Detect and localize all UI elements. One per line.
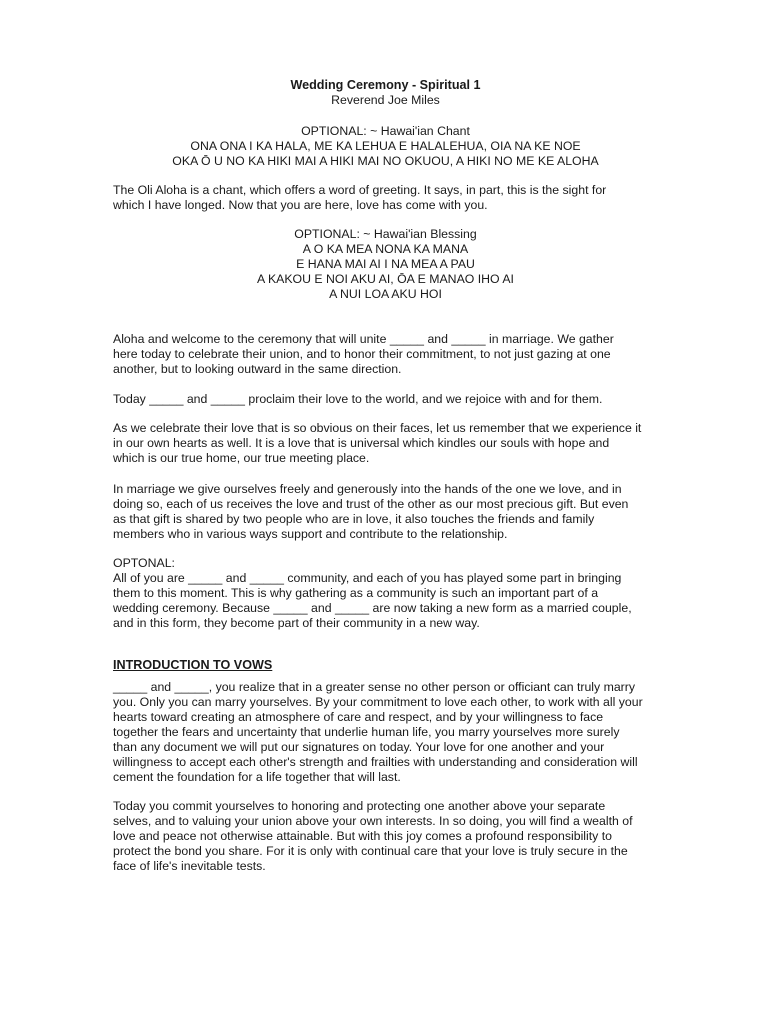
proclaim-paragraph: [113, 392, 658, 407]
paragraph-line: hearts toward creating an atmosphere of care and respect, and by your willingness to face: [113, 710, 604, 724]
paragraph-line: All of you are _____ and _____ community, and each of you has played some part in bringing: [113, 571, 622, 585]
blessing-line: A O KA MEA NONA KA MANA: [302, 242, 469, 256]
paragraph-line: _____ and _____, you realize that in a greater sense no other person or officiant can truly marry: [113, 680, 636, 694]
paragraph-line: you. Only you can marry yourselves. By your commitment to love each other, to work with all your: [113, 695, 643, 709]
marriage-paragraph: [113, 482, 658, 542]
vows-heading-block: [113, 658, 658, 673]
paragraph-line: than any document we will put our signatures on today. Your love for one another and your: [113, 740, 605, 754]
paragraph-line: doing so, each of us receives the love and trust of the other as our most precious gift. But even: [113, 497, 629, 511]
paragraph-line: as that gift is shared by two people who are in love, it also touches the friends and family: [113, 512, 595, 526]
paragraph-line: willingness to accept each other's strength and frailties with understanding and consideration will: [113, 755, 638, 769]
hawaiian-blessing: [113, 227, 658, 302]
blessing-line: A KAKOU E NOI AKU AI, ŌA E MANAO IHO AI: [257, 272, 514, 286]
paragraph-line: Aloha and welcome to the ceremony that will unite _____ and _____ in marriage. We gather: [113, 332, 614, 346]
vows-heading: INTRODUCTION TO VOWS: [113, 658, 273, 672]
paragraph-line: Today _____ and _____ proclaim their love to the world, and we rejoice with and for them.: [113, 392, 603, 406]
community-paragraph: [113, 556, 658, 631]
oli-aloha-paragraph: [113, 183, 658, 213]
paragraph-line: here today to celebrate their union, and to honor their commitment, to not just gazing at one: [113, 347, 611, 361]
commitment-paragraph: [113, 799, 658, 874]
paragraph-line: The Oli Aloha is a chant, which offers a word of greeting. It says, in part, this is the sight for: [113, 183, 607, 197]
paragraph-line: them to this moment. This is why gathering as a community is such an important part of a: [113, 586, 599, 600]
paragraph-line: which is our true home, our true meeting place.: [113, 451, 370, 465]
chant-line: OKA Ō U NO KA HIKI MAI A HIKI MAI NO OKUOU, A HIKI NO ME KE ALOHA: [172, 154, 599, 168]
paragraph-line: protect the bond you share. For it is only with continual care that your love is truly secure in the: [113, 844, 628, 858]
blessing-label: OPTIONAL: ~ Hawai'ian Blessing: [294, 227, 477, 241]
paragraph-line: members who in various ways support and contribute to the relationship.: [113, 527, 508, 541]
celebrate-paragraph: [113, 421, 658, 466]
paragraph-line: wedding ceremony. Because _____ and _____ are now taking a new form as a married couple,: [113, 601, 632, 615]
blessing-line: A NUI LOA AKU HOI: [329, 287, 442, 301]
paragraph-line: together the fears and uncertainty that underlie human life, you marry yourselves more surely: [113, 725, 620, 739]
paragraph-line: another, but to looking outward in the same direction.: [113, 362, 402, 376]
hawaiian-chant: [113, 124, 658, 169]
paragraph-line: In marriage we give ourselves freely and generously into the hands of the one we love, and in: [113, 482, 622, 496]
paragraph-line: cement the foundation for a life together that will last.: [113, 770, 401, 784]
paragraph-line: Today you commit yourselves to honoring and protecting one another above your separate: [113, 799, 606, 813]
chant-label: OPTIONAL: ~ Hawai'ian Chant: [301, 124, 470, 138]
paragraph-line: selves, and to valuing your union above your own interests. In so doing, you will find a wealth of: [113, 814, 633, 828]
header: [113, 78, 658, 108]
paragraph-line: which I have longed. Now that you are here, love has come with you.: [113, 198, 488, 212]
blessing-line: E HANA MAI AI I NA MEA A PAU: [296, 257, 475, 271]
paragraph-line: face of life's inevitable tests.: [113, 859, 266, 873]
vows-intro-paragraph: [113, 680, 658, 785]
paragraph-line: and in this form, they become part of their community in a new way.: [113, 616, 480, 630]
document-author: Reverend Joe Miles: [331, 93, 440, 107]
document-title: Wedding Ceremony - Spiritual 1: [290, 78, 481, 92]
chant-line: ONA ONA I KA HALA, ME KA LEHUA E HALALEHUA, OIA NA KE NOE: [190, 139, 581, 153]
optional-label: OPTONAL:: [113, 556, 175, 570]
paragraph-line: As we celebrate their love that is so obvious on their faces, let us remember that we experience it: [113, 421, 642, 435]
paragraph-line: in our own hearts as well. It is a love that is universal which kindles our souls with hope and: [113, 436, 610, 450]
paragraph-line: love and peace not otherwise attainable. But with this joy comes a profound responsibility to: [113, 829, 612, 843]
welcome-paragraph: [113, 332, 658, 377]
